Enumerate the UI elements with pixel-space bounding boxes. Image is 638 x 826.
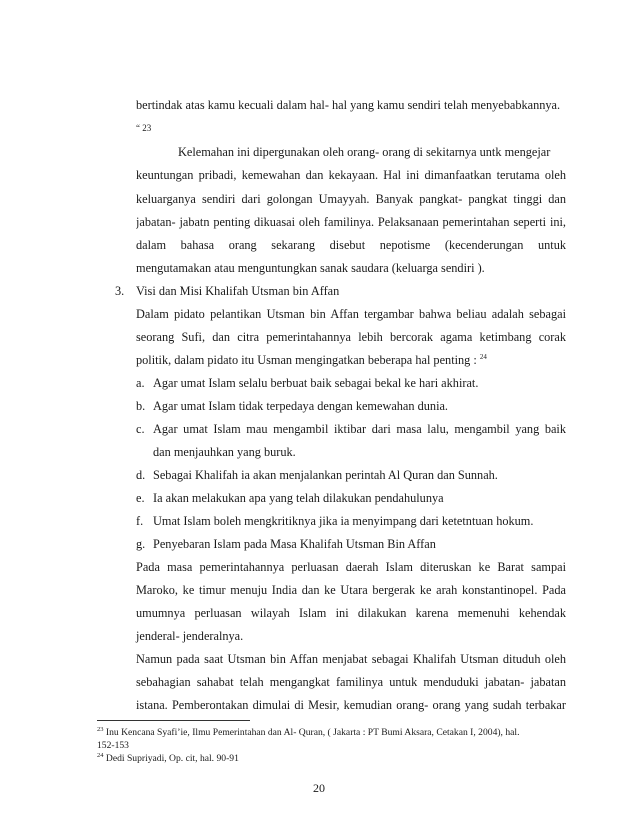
footnote-ref-24: 24 [479,352,487,361]
footnote-23-text: Inu Kencana Syafi’ie, Ilmu Pemerintahan dan Al- Quran, ( Jakarta : PT Bumi Aksara, Cetakan I, 2004), hal. [105,727,520,738]
list-item-f: Umat Islam boleh mengkritiknya jika ia menyimpang dari ketetntuan hokum. [153,514,534,528]
list-item-b: Agar umat Islam tidak terpedaya dengan kemewahan dunia. [153,399,449,413]
list-letter-f: f. [136,514,144,528]
quote-close-ref-23: “ 23 [136,123,152,133]
footnote-23 [97,726,519,739]
list-letter-c: c. [136,422,145,436]
list-letter-g: g. [136,537,146,551]
list-letter-e: e. [136,491,145,505]
list-item-c-cont: dan menjauhkan yang buruk. [153,445,296,459]
list-item-a: Agar umat Islam selalu berbuat baik sebagai bekal ke hari akhirat. [153,376,479,390]
list-letter-b: b. [136,399,146,413]
section-p3-text: politik, dalam pidato itu Usman mengingatkan beberapa hal penting : [136,353,477,367]
para-r2: sebahagian sahabat telah mengangkat familinya untuk menduduki jabatan- jabatan [136,675,566,689]
list-item-e: Ia akan melakukan apa yang telah dilakukan pendahulunya [153,491,444,505]
para-q3: umumnya perluasan wilayah Islam ini dilakukan karena memenuhi kehendak [136,606,566,620]
list-item-d: Sebagai Khalifah ia akan menjalankan perintah Al Quran dan Sunnah. [153,468,498,482]
para-q4: jenderal- jenderalnya. [136,629,244,643]
footnote-24 [97,752,239,765]
footnote-23-cont: 152-153 [97,740,129,751]
body-line-5: keluarganya sendiri dari golongan Umayyah. Banyak pangkat- pangkat tinggi dan [136,192,566,206]
list-item-c: Agar umat Islam mau mengambil iktibar dari masa lalu, mengambil yang baik [153,422,566,436]
body-line-8: mengutamakan atau menguntungkan sanak saudara (keluarga sendiri ). [136,261,485,275]
body-line-7: dalam bahasa orang sekarang disebut nepotisme (kecenderungan untuk [136,238,566,252]
page-number: 20 [313,781,325,795]
footnote-24-text: Dedi Supriyadi, Op. cit, hal. 90-91 [105,753,239,764]
section-heading: Visi dan Misi Khalifah Utsman bin Affan [136,284,340,298]
para-r1: Namun pada saat Utsman bin Affan menjabat sebagai Khalifah Utsman dituduh oleh [136,652,566,666]
footnote-separator [97,720,250,721]
list-item-g: Penyebaran Islam pada Masa Khalifah Utsman Bin Affan [153,537,436,551]
body-line-3: Kelemahan ini dipergunakan oleh orang- orang di sekitarnya untk mengejar [178,145,551,159]
section-p1: Dalam pidato pelantikan Utsman bin Affan tergambar bahwa beliau adalah sebagai [136,307,566,321]
body-line-1: bertindak atas kamu kecuali dalam hal- hal yang kamu sendiri telah menyebabkannya. [136,98,561,112]
section-p2: seorang Sufi, dan citra pemerintahannya lebih bercorak agama ketimbang corak [136,330,566,344]
list-letter-d: d. [136,468,146,482]
section-p3 [136,352,487,368]
para-r3: istana. Pemberontakan dimulai di Mesir, kemudian orang- orang yang sudah terbakar [136,698,566,712]
section-number: 3. [115,284,125,298]
para-q1: Pada masa pemerintahannya perluasan daerah Islam diteruskan ke Barat sampai [136,560,566,574]
body-line-4: keuntungan pribadi, kemewahan dan kekayaan. Hal ini dimanfaatkan terutama oleh [136,168,566,182]
list-letter-a: a. [136,376,145,390]
para-q2: Maroko, ke timur menuju India dan ke Utara bergerak ke arah konstantinopel. Pada [136,583,566,597]
footnote-24-number: 24 [97,751,104,759]
body-line-6: jabatan- jabatn penting dikuasai oleh familinya. Pelaksanaan pemerintahan seperti ini, [136,215,566,229]
footnote-23-number: 23 [97,725,104,733]
